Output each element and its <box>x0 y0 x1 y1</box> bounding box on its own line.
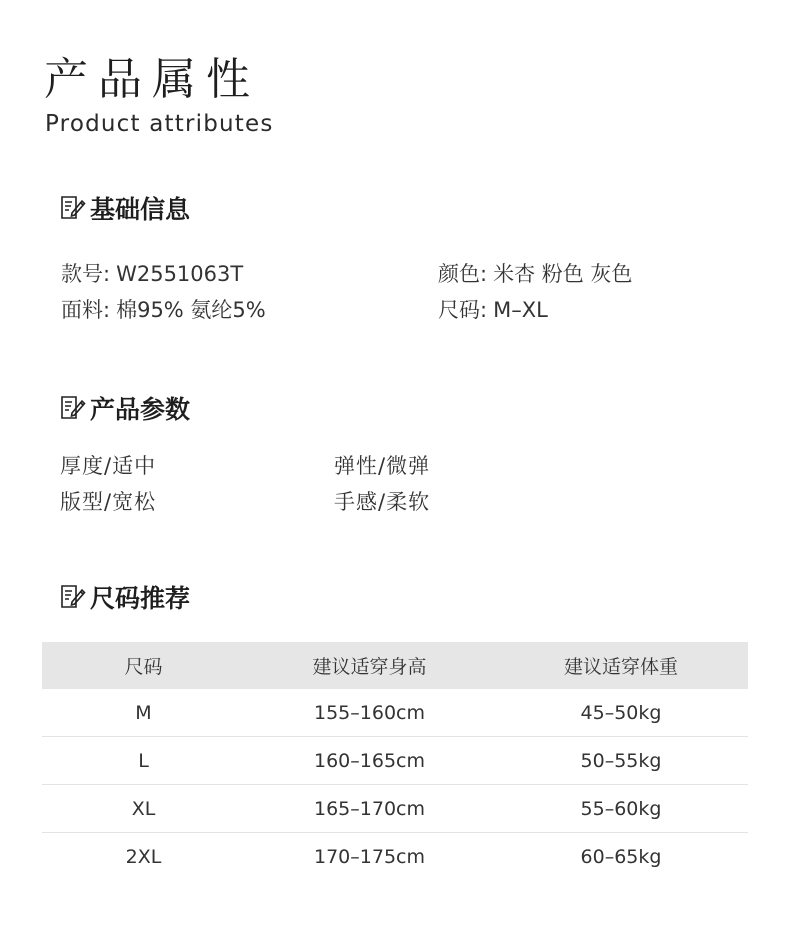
cell-size: XL <box>42 785 245 833</box>
fabric-label: 面料 <box>61 298 103 322</box>
size-range-row: 尺码: M–XL <box>438 298 548 322</box>
cell-height: 155–160cm <box>245 689 494 737</box>
column-header-size: 尺码 <box>42 642 245 689</box>
cell-height: 165–170cm <box>245 785 494 833</box>
param-thickness: 厚度/适中 <box>60 454 157 478</box>
size-range-value: M–XL <box>493 298 548 322</box>
section-basic-info-title <box>58 192 190 226</box>
column-header-height: 建议适穿身高 <box>245 642 494 689</box>
color-value: 米杏 粉色 灰色 <box>493 262 633 286</box>
param-feel: 手感/柔软 <box>334 490 431 514</box>
cell-weight: 55–60kg <box>494 785 748 833</box>
cell-weight: 45–50kg <box>494 689 748 737</box>
fabric-value: 棉95% 氨纶5% <box>116 298 266 322</box>
cell-weight: 50–55kg <box>494 737 748 785</box>
table-header-row <box>42 642 748 689</box>
style-no-value: W2551063T <box>116 262 244 286</box>
cell-height: 160–165cm <box>245 737 494 785</box>
section-title-text: 基础信息 <box>90 194 191 224</box>
cell-height: 170–175cm <box>314 845 425 868</box>
cell-size: 2XL <box>125 845 162 868</box>
param-elasticity: 弹性/微弹 <box>334 454 431 478</box>
size-range-label: 尺码 <box>438 298 480 322</box>
style-no-row: 款号: W2551063T <box>61 262 244 286</box>
edit-document-icon <box>58 581 90 615</box>
section-size-recommend-title <box>58 581 190 615</box>
table-row <box>42 785 748 833</box>
section-title-text: 尺码推荐 <box>90 583 191 613</box>
param-fit: 版型/宽松 <box>60 490 157 514</box>
color-label: 颜色 <box>438 262 480 286</box>
table-row <box>42 689 748 737</box>
cell-size: L <box>42 737 245 785</box>
page-title: 产品属性 <box>44 54 260 105</box>
column-header-weight: 建议适穿体重 <box>494 642 748 689</box>
section-product-params-title <box>58 392 190 426</box>
color-row: 颜色: 米杏 粉色 灰色 <box>438 262 633 286</box>
edit-document-icon <box>58 392 90 426</box>
style-no-label: 款号 <box>61 262 103 286</box>
section-title-text: 产品参数 <box>90 394 191 424</box>
table-row <box>42 833 748 881</box>
cell-weight: 60–65kg <box>580 845 662 868</box>
size-chart-table <box>42 642 748 880</box>
table-row <box>42 737 748 785</box>
fabric-row: 面料: 棉95% 氨纶5% <box>61 298 266 322</box>
edit-document-icon <box>58 192 90 226</box>
cell-size: M <box>42 689 245 737</box>
page-subtitle: Product attributes <box>45 111 274 137</box>
